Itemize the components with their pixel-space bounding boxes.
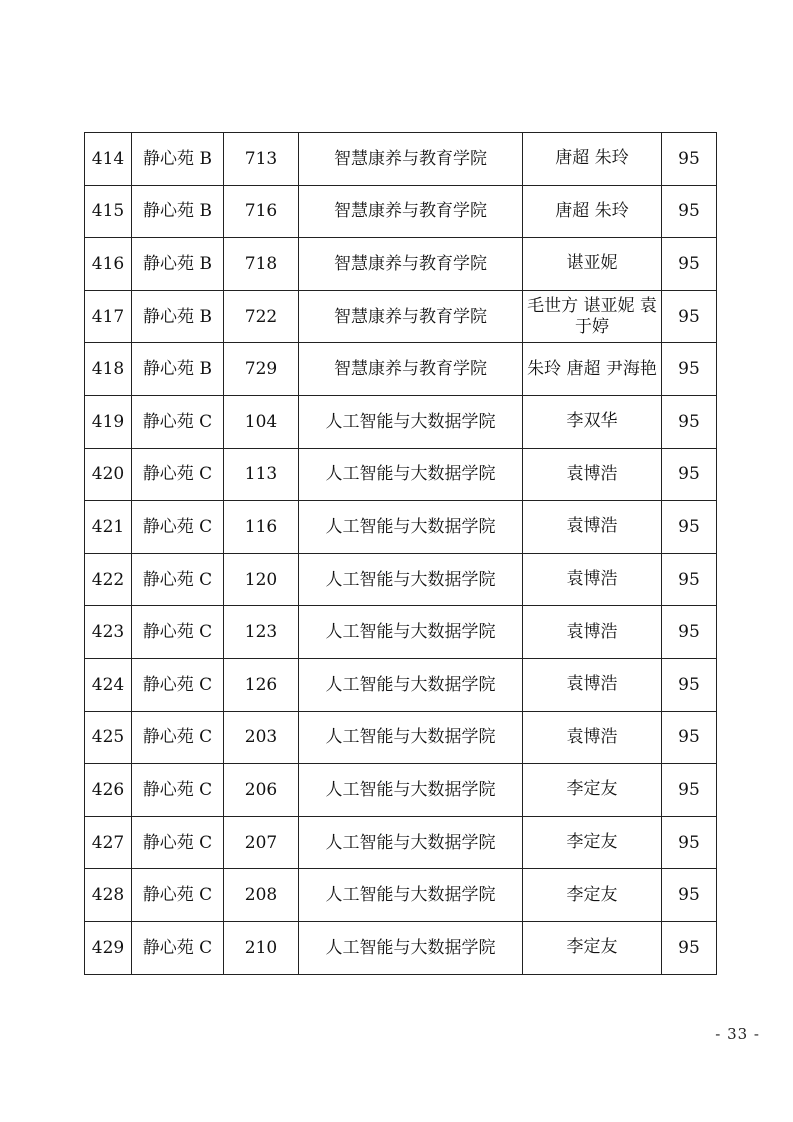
cell-building: 静心苑 C — [132, 606, 224, 659]
cell-tutor: 袁博浩 — [523, 448, 662, 501]
cell-room: 120 — [224, 553, 299, 606]
cell-building: 静心苑 B — [132, 290, 224, 343]
cell-row-number: 419 — [85, 395, 132, 448]
cell-score: 95 — [662, 658, 717, 711]
cell-building: 静心苑 C — [132, 395, 224, 448]
cell-tutor: 李定友 — [523, 816, 662, 869]
cell-tutor: 谌亚妮 — [523, 238, 662, 291]
table-row — [85, 185, 717, 238]
table-row — [85, 448, 717, 501]
cell-row-number: 421 — [85, 501, 132, 554]
cell-tutor: 李定友 — [523, 764, 662, 817]
cell-row-number: 428 — [85, 869, 132, 922]
cell-college: 智慧康养与教育学院 — [299, 133, 523, 186]
table-row — [85, 816, 717, 869]
table-row — [85, 395, 717, 448]
table-row — [85, 553, 717, 606]
cell-score: 95 — [662, 185, 717, 238]
cell-building: 静心苑 C — [132, 553, 224, 606]
cell-building: 静心苑 B — [132, 343, 224, 396]
cell-score: 95 — [662, 553, 717, 606]
cell-tutor: 朱玲 唐超 尹海艳 — [523, 343, 662, 396]
cell-building: 静心苑 C — [132, 816, 224, 869]
cell-row-number: 420 — [85, 448, 132, 501]
cell-score: 95 — [662, 606, 717, 659]
cell-score: 95 — [662, 238, 717, 291]
cell-college: 智慧康养与教育学院 — [299, 238, 523, 291]
table-body — [85, 133, 717, 975]
cell-tutor: 袁博浩 — [523, 553, 662, 606]
table-row — [85, 658, 717, 711]
cell-tutor: 毛世方 谌亚妮 袁于婷 — [523, 290, 662, 343]
cell-college: 人工智能与大数据学院 — [299, 658, 523, 711]
cell-score: 95 — [662, 448, 717, 501]
cell-row-number: 415 — [85, 185, 132, 238]
cell-tutor: 袁博浩 — [523, 606, 662, 659]
cell-room: 126 — [224, 658, 299, 711]
page-number: - 33 - — [715, 1025, 760, 1043]
cell-score: 95 — [662, 816, 717, 869]
cell-row-number: 427 — [85, 816, 132, 869]
cell-score: 95 — [662, 711, 717, 764]
cell-room: 123 — [224, 606, 299, 659]
table-row — [85, 290, 717, 343]
cell-room: 207 — [224, 816, 299, 869]
table-row — [85, 133, 717, 186]
cell-college: 人工智能与大数据学院 — [299, 764, 523, 817]
cell-college: 智慧康养与教育学院 — [299, 290, 523, 343]
cell-room: 210 — [224, 921, 299, 974]
cell-building: 静心苑 B — [132, 238, 224, 291]
cell-college: 人工智能与大数据学院 — [299, 921, 523, 974]
cell-college: 人工智能与大数据学院 — [299, 553, 523, 606]
cell-building: 静心苑 C — [132, 658, 224, 711]
cell-college: 人工智能与大数据学院 — [299, 711, 523, 764]
cell-room: 104 — [224, 395, 299, 448]
cell-row-number: 416 — [85, 238, 132, 291]
cell-room: 206 — [224, 764, 299, 817]
cell-score: 95 — [662, 869, 717, 922]
cell-row-number: 422 — [85, 553, 132, 606]
table-row — [85, 501, 717, 554]
cell-college: 人工智能与大数据学院 — [299, 501, 523, 554]
cell-score: 95 — [662, 501, 717, 554]
cell-tutor: 李定友 — [523, 921, 662, 974]
cell-building: 静心苑 C — [132, 448, 224, 501]
cell-tutor: 唐超 朱玲 — [523, 133, 662, 186]
cell-score: 95 — [662, 290, 717, 343]
cell-score: 95 — [662, 343, 717, 396]
cell-room: 116 — [224, 501, 299, 554]
cell-building: 静心苑 C — [132, 501, 224, 554]
cell-college: 智慧康养与教育学院 — [299, 343, 523, 396]
table-row — [85, 764, 717, 817]
table-row — [85, 238, 717, 291]
cell-tutor: 李双华 — [523, 395, 662, 448]
cell-tutor: 袁博浩 — [523, 658, 662, 711]
cell-score: 95 — [662, 764, 717, 817]
cell-row-number: 426 — [85, 764, 132, 817]
cell-building: 静心苑 C — [132, 764, 224, 817]
table-row — [85, 606, 717, 659]
cell-tutor: 唐超 朱玲 — [523, 185, 662, 238]
cell-tutor: 李定友 — [523, 869, 662, 922]
cell-row-number: 425 — [85, 711, 132, 764]
cell-row-number: 418 — [85, 343, 132, 396]
cell-row-number: 414 — [85, 133, 132, 186]
cell-room: 718 — [224, 238, 299, 291]
cell-row-number: 424 — [85, 658, 132, 711]
cell-row-number: 423 — [85, 606, 132, 659]
cell-row-number: 429 — [85, 921, 132, 974]
cell-college: 人工智能与大数据学院 — [299, 869, 523, 922]
cell-score: 95 — [662, 921, 717, 974]
cell-building: 静心苑 B — [132, 185, 224, 238]
cell-room: 716 — [224, 185, 299, 238]
cell-building: 静心苑 C — [132, 711, 224, 764]
cell-room: 208 — [224, 869, 299, 922]
cell-building: 静心苑 B — [132, 133, 224, 186]
cell-tutor: 袁博浩 — [523, 501, 662, 554]
cell-college: 人工智能与大数据学院 — [299, 606, 523, 659]
dormitory-score-table — [84, 132, 717, 975]
cell-room: 203 — [224, 711, 299, 764]
cell-college: 人工智能与大数据学院 — [299, 816, 523, 869]
table-row — [85, 921, 717, 974]
cell-score: 95 — [662, 133, 717, 186]
cell-college: 智慧康养与教育学院 — [299, 185, 523, 238]
cell-college: 人工智能与大数据学院 — [299, 448, 523, 501]
table-row — [85, 869, 717, 922]
cell-building: 静心苑 C — [132, 869, 224, 922]
cell-room: 113 — [224, 448, 299, 501]
cell-building: 静心苑 C — [132, 921, 224, 974]
table-row — [85, 711, 717, 764]
cell-row-number: 417 — [85, 290, 132, 343]
cell-room: 729 — [224, 343, 299, 396]
cell-room: 722 — [224, 290, 299, 343]
cell-tutor: 袁博浩 — [523, 711, 662, 764]
cell-score: 95 — [662, 395, 717, 448]
table-row — [85, 343, 717, 396]
cell-college: 人工智能与大数据学院 — [299, 395, 523, 448]
cell-room: 713 — [224, 133, 299, 186]
